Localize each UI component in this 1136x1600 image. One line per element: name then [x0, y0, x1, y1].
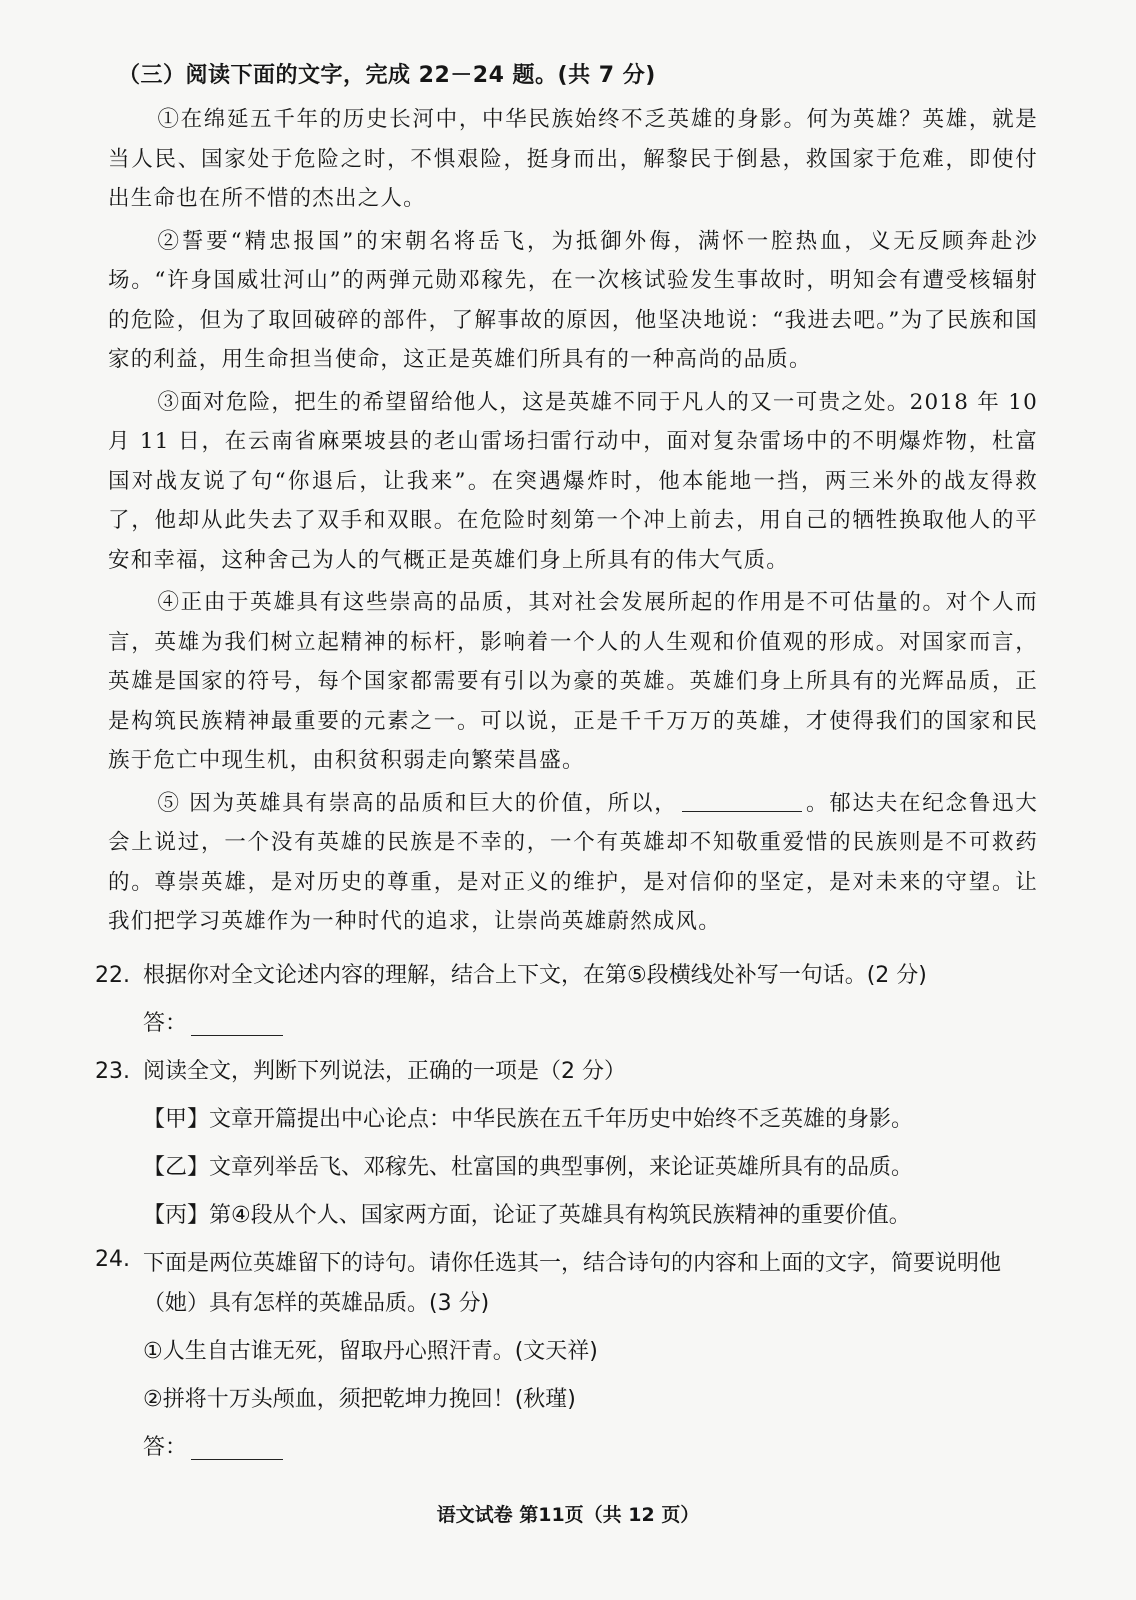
answer-24	[95, 1424, 1055, 1472]
question-22	[95, 952, 1055, 1000]
paragraph-3: ③面对危险，把生的希望留给他人，这是英雄不同于凡人的又一可贵之处。2018 年 10 月 11 日，在云南省麻栗坡县的老山雷场扫雷行动中，面对复杂雷场中的不明爆炸物，杜富国对战友说了句“你退后，让我来”。在突遇爆炸时，他本能地一挡，两三米外的战友得救了，他却从此失去了双手和双眼。在危险时刻第一个冲上前去，用自己的牺牲换取他人的平安和幸福，这种舍己为人的气概正是英雄们身上所具有的伟大气质。	[108, 389, 1038, 573]
answer-22	[95, 1000, 1055, 1048]
answer-label: 答：	[143, 1011, 188, 1036]
paragraph-5	[108, 784, 1038, 942]
answer-label: 答：	[143, 1435, 188, 1460]
paragraph-2: ②誓要“精忠报国”的宋朝名将岳飞，为抵御外侮，满怀一腔热血，义无反顾奔赴沙场。“许身国威壮河山”的两弹元勋邓稼先，在一次核试验发生事故时，明知会有遭受核辐射的危险，但为了取回破碎的部件，了解事故的原因，他坚决地说：“我进去吧。”为了民族和国家的利益，用生命担当使命，这正是英雄们所具有的一种高尚的品质。	[108, 228, 1038, 372]
question-number: 23.	[95, 1059, 130, 1084]
section-title: （三）阅读下面的文字，完成 22－24 题。(共 7 分)	[118, 63, 656, 88]
poem-2: ②拼将十万头颅血，须把乾坤力挽回！(秋瑾)	[143, 1387, 576, 1412]
paragraph-5-after: 。郁达夫在纪念鲁迅大会上说过，一个没有英雄的民族是不幸的，一个有英雄却不知敬重爱惜的民族则是不可救药的。尊崇英雄，是对历史的尊重，是对正义的维护，是对信仰的坚定，是对未来的守望。让我们把学习英雄作为一种时代的追求，让崇尚英雄蔚然成风。	[108, 790, 1038, 934]
option-bing: 【丙】第④段从个人、国家两方面，论证了英雄具有构筑民族精神的重要价值。	[143, 1203, 911, 1228]
answer-line[interactable]	[191, 1013, 283, 1036]
paragraph-1: ①在绵延五千年的历史长河中，中华民族始终不乏英雄的身影。何为英雄？英雄，就是当人民、国家处于危险之时，不惧艰险，挺身而出，解黎民于倒悬，救国家于危难，即使付出生命也在所不惜的杰出之人。	[108, 107, 1038, 211]
paragraph-5-before: ⑤ 因为英雄具有崇高的品质和巨大的价值，所以，	[157, 790, 678, 816]
answer-line[interactable]	[191, 1437, 283, 1460]
question-number: 24.	[95, 1247, 130, 1272]
question-number: 22.	[95, 963, 130, 988]
question-24	[95, 1240, 1055, 1328]
question-text: 下面是两位英雄留下的诗句。请你任选其一，结合诗句的内容和上面的文字，简要说明他（她）具有怎样的英雄品质。(3 分)	[143, 1251, 1002, 1316]
option-yi: 【乙】文章列举岳飞、邓稼先、杜富国的典型事例，来论证英雄所具有的品质。	[143, 1155, 914, 1180]
question-text: 根据你对全文论述内容的理解，结合上下文，在第⑤段横线处补写一句话。(2 分)	[143, 963, 927, 988]
poem-1: ①人生自古谁无死，留取丹心照汗青。(文天祥)	[143, 1339, 598, 1364]
option-jia: 【甲】文章开篇提出中心论点：中华民族在五千年历史中始终不乏英雄的身影。	[143, 1107, 914, 1132]
page-footer: 语文试卷 第11页（共 12 页）	[436, 1504, 700, 1526]
reading-passage	[108, 100, 1038, 945]
paragraph-4: ④正由于英雄具有这些崇高的品质，其对社会发展所起的作用是不可估量的。对个人而言，英雄为我们树立起精神的标杆，影响着一个人的人生观和价值观的形成。对国家而言，英雄是国家的符号，每个国家都需要有引以为豪的英雄。英雄们身上所具有的光辉品质，正是构筑民族精神最重要的元素之一。可以说，正是千千万万的英雄，才使得我们的国家和民族于危亡中现生机，由积贫积弱走向繁荣昌盛。	[108, 590, 1038, 773]
questions	[95, 952, 1055, 1472]
question-23	[95, 1048, 1055, 1096]
fill-in-blank[interactable]	[682, 791, 802, 812]
question-text: 阅读全文，判断下列说法，正确的一项是（2 分）	[143, 1059, 626, 1084]
